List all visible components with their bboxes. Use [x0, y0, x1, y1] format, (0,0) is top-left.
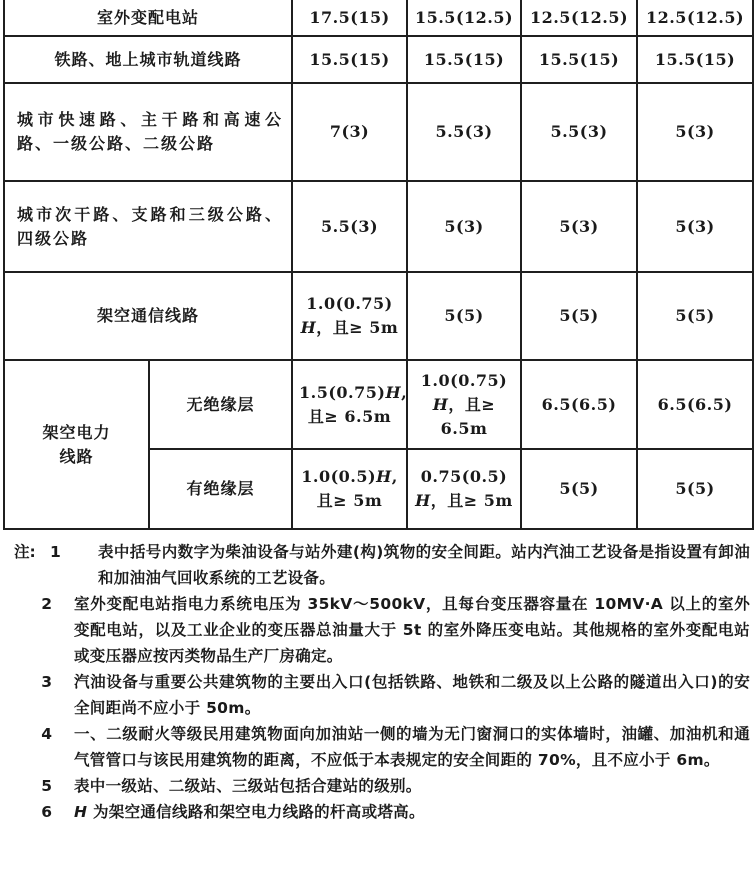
- note-item: [14, 721, 750, 773]
- table-cell: 17.5(15): [292, 0, 407, 36]
- table-row: [4, 36, 753, 83]
- cell-text: ,: [391, 467, 398, 486]
- table-cell: 5(3): [637, 83, 753, 181]
- note-text: 表中括号内数字为柴油设备与站外建(构)筑物的安全间距。站内汽油工艺设备是指设置有卸油和加油油气回收系统的工艺设备。: [98, 543, 750, 587]
- table-cell: [292, 449, 407, 529]
- notes-section: [14, 539, 750, 825]
- table-row: [4, 360, 753, 449]
- group-label-line: 架空电力: [42, 422, 111, 442]
- table-cell: 12.5(12.5): [637, 0, 753, 36]
- note-item: [14, 539, 750, 591]
- table-cell: 5(5): [521, 272, 637, 360]
- table-cell: 15.5(15): [407, 36, 521, 83]
- cell-line: 1.0(0.75): [306, 294, 393, 313]
- cell-text: 1.0(0.5): [301, 467, 377, 486]
- cell-text: ，且≥: [448, 394, 496, 414]
- note-number: 4: [41, 725, 52, 743]
- cell-text: ，且≥ 5m: [316, 318, 399, 337]
- table-cell: 6.5(6.5): [637, 360, 753, 449]
- table-cell: 5(5): [637, 272, 753, 360]
- row-label: 城市次干路、支路和三级公路、四级公路: [4, 181, 292, 272]
- group-label: [4, 360, 149, 529]
- table-cell: 5(3): [637, 181, 753, 272]
- note-item: [14, 591, 750, 669]
- cell-line: 1.0(0.75): [420, 370, 508, 390]
- note-text-rest: 为架空通信线路和架空电力线路的杆高或塔高。: [87, 803, 425, 821]
- safety-distance-table: [3, 0, 754, 530]
- h-symbol: H: [432, 394, 449, 414]
- row-label: 城市快速路、主干路和高速公路、一级公路、二级公路: [4, 83, 292, 181]
- row-label: 铁路、地上城市轨道线路: [4, 36, 292, 83]
- note-text: 一、二级耐火等级民用建筑物面向加油站一侧的墙为无门窗洞口的实体墙时，油罐、加油机和通气管管口与该民用建筑物的距离，不应低于本表规定的安全间距的 70%，且不应小于 6m。: [74, 725, 750, 769]
- table-cell: 5.5(3): [407, 83, 521, 181]
- sub-row-label: 无绝缘层: [149, 360, 292, 449]
- cell-line: [299, 381, 408, 405]
- table-cell: [292, 360, 407, 449]
- h-symbol: H: [300, 318, 317, 337]
- table-cell: 5(3): [521, 181, 637, 272]
- cell-line: [414, 489, 514, 513]
- note-item: [14, 669, 750, 721]
- group-label-line: 线路: [59, 446, 94, 466]
- cell-text: 1.5(0.75): [299, 382, 386, 402]
- row-label: 室外变配电站: [4, 0, 292, 36]
- table-cell: 5(5): [637, 449, 753, 529]
- table-cell: 5.5(3): [521, 83, 637, 181]
- cell-line: [299, 316, 400, 340]
- table-cell: 7(3): [292, 83, 407, 181]
- table-cell: 5(3): [407, 181, 521, 272]
- cell-line: 6.5m: [440, 418, 488, 438]
- table-row: [4, 0, 753, 36]
- h-symbol: H: [415, 491, 431, 510]
- table-cell: 15.5(15): [637, 36, 753, 83]
- cell-line: 且≥ 5m: [316, 491, 383, 510]
- note-number: 5: [41, 777, 52, 795]
- cell-line: [414, 393, 514, 417]
- notes-label: 注:: [14, 543, 36, 561]
- note-number: 3: [41, 673, 52, 691]
- table-cell: 5(5): [521, 449, 637, 529]
- table-cell: [407, 360, 521, 449]
- cell-line: [299, 465, 400, 489]
- note-number: 1: [50, 543, 61, 561]
- note-text: 表中一级站、二级站、三级站包括合建站的级别。: [74, 777, 422, 795]
- note-number: 6: [41, 803, 52, 821]
- note-item: [14, 799, 750, 825]
- h-symbol: H: [385, 382, 402, 402]
- table-row: [4, 181, 753, 272]
- cell-text: ,: [401, 382, 408, 402]
- table-cell: 15.5(15): [292, 36, 407, 83]
- table-cell: 15.5(12.5): [407, 0, 521, 36]
- note-text: 室外变配电站指电力系统电压为 35kV～500kV，且每台变压器容量在 10MV·A 以上的室外变配电站，以及工业企业的变压器总油量大于 5t 的室外降压变电站。其他规格的室外变配电站或变压器应按丙类物品生产厂房确定。: [74, 595, 750, 665]
- table-row: [4, 83, 753, 181]
- table-cell: [407, 449, 521, 529]
- sub-row-label: 有绝缘层: [149, 449, 292, 529]
- note-text: 汽油设备与重要公共建筑物的主要出入口(包括铁路、地铁和二级及以上公路的隧道出入口)的安全间距尚不应小于 50m。: [74, 673, 750, 717]
- note-text: [74, 799, 750, 825]
- cell-line: 且≥ 6.5m: [307, 406, 392, 426]
- table-cell: [292, 272, 407, 360]
- table-cell: 5.5(3): [292, 181, 407, 272]
- table-cell: 6.5(6.5): [521, 360, 637, 449]
- table-cell: 12.5(12.5): [521, 0, 637, 36]
- table-cell: 5(5): [407, 272, 521, 360]
- cell-line: 0.75(0.5): [420, 467, 508, 486]
- table-row: [4, 272, 753, 360]
- row-label: 架空通信线路: [4, 272, 292, 360]
- note-number: 2: [41, 595, 52, 613]
- cell-text: ，且≥ 5m: [430, 491, 513, 510]
- h-symbol: H: [376, 467, 392, 486]
- table-cell: 15.5(15): [521, 36, 637, 83]
- note-item: [14, 773, 750, 799]
- h-symbol: H: [74, 803, 88, 821]
